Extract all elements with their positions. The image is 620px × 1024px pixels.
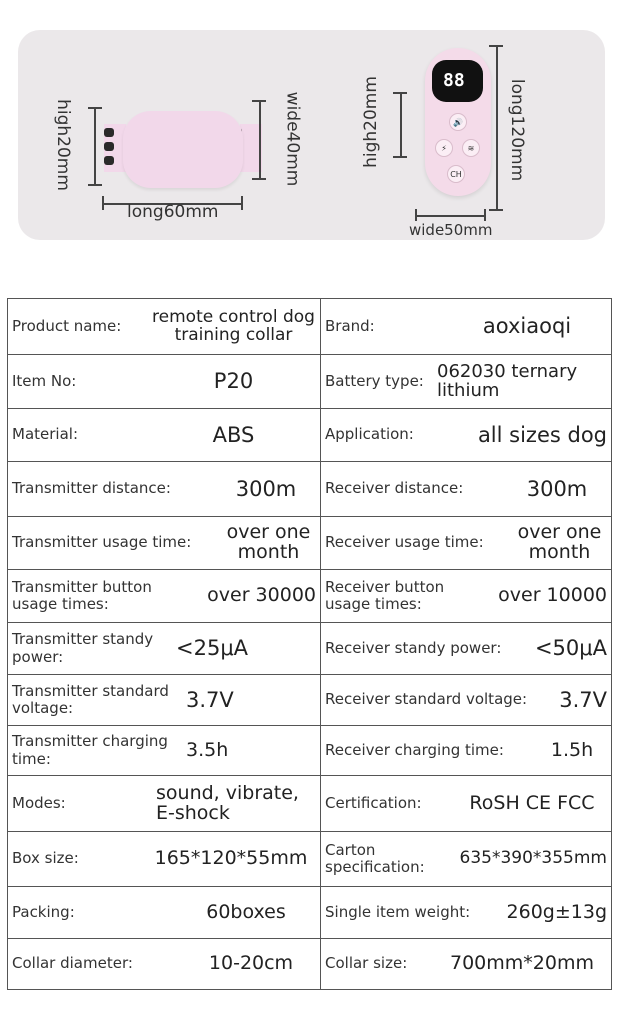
dim-line [94,107,96,185]
spec-cell-left [8,355,321,409]
spec-label: Receiver distance: [325,479,464,498]
spec-value: <25μA [176,636,249,661]
spec-value: 300m [235,476,297,501]
table-row [8,726,612,776]
spec-label: Material: [12,425,78,444]
spec-value: ABS [212,422,255,447]
spec-value: 700mm*20mm [450,952,594,975]
spec-cell-right [321,675,612,726]
spec-cell-left [8,887,321,939]
spec-label: Certification: [325,793,422,812]
spec-cell-right [321,623,612,675]
sound-icon: 🔊 [449,113,467,131]
dim-line [415,215,485,217]
collar-long-label: long60mm [127,202,219,222]
spec-cell-left [8,776,321,832]
spec-value: over 10000 [498,584,607,607]
spec-label: Item No: [12,371,77,390]
channel-button-icon: CH [447,165,465,183]
spec-cell-right [321,462,612,517]
collar-wide-label: wide40mm [282,91,303,187]
table-row [8,887,612,939]
remote-wide-label: wide50mm [409,221,493,239]
collar-prong [104,128,114,137]
spec-value: 10-20cm [208,952,294,975]
collar-prong [104,142,114,151]
table-row [8,355,612,409]
table-row [8,939,612,990]
spec-cell-right [321,726,612,776]
spec-label: Transmitter standy power: [12,630,154,666]
spec-cell-left [8,517,321,570]
spec-cell-right [321,517,612,570]
table-row [8,832,612,887]
remote-high-label: high20mm [360,76,381,168]
spec-value: all sizes dog [477,422,607,447]
spec-value: remote control dog training collar [152,306,315,345]
spec-cell-left [8,570,321,623]
shock-icon: ⚡ [435,139,453,157]
spec-cell-right [321,832,612,887]
dim-line [400,92,402,157]
spec-label: Carton specification: [325,840,425,876]
spec-label: Receiver charging time: [325,740,504,759]
spec-cell-right [321,355,612,409]
spec-cell-left [8,726,321,776]
table-row [8,517,612,570]
spec-value: sound, vibrate, E-shock [156,781,299,824]
spec-cell-left [8,409,321,462]
spec-value: 3.5h [186,738,229,761]
spec-cell-right [321,776,612,832]
spec-cell-left [8,939,321,990]
vibrate-icon: ≋ [462,139,480,157]
spec-label: Transmitter charging time: [12,732,168,768]
dim-line [496,45,498,210]
spec-value: aoxiaoqi [482,314,572,339]
spec-cell-right [321,939,612,990]
spec-label: Battery type: [325,371,424,390]
collar-receiver-image [123,111,243,188]
spec-label: Application: [325,425,414,444]
spec-value: 60boxes [206,900,286,923]
spec-value: 165*120*55mm [154,847,308,870]
spec-label: Transmitter distance: [12,479,171,498]
remote-screen-digits: 88 [443,70,465,91]
table-row [8,299,612,355]
spec-value: 260g±13g [506,900,607,923]
spec-label: Collar diameter: [12,954,133,973]
spec-cell-left [8,462,321,517]
spec-cell-left [8,299,321,355]
spec-label: Receiver button usage times: [325,577,445,613]
spec-label: Transmitter standard voltage: [12,681,169,717]
table-row [8,776,612,832]
spec-value: 3.7V [186,687,234,712]
table-row [8,462,612,517]
spec-label: Receiver usage time: [325,533,484,552]
spec-value: 635*390*355mm [459,848,607,869]
spec-cell-left [8,623,321,675]
table-row [8,623,612,675]
spec-value: 1.5h [550,738,594,761]
collar-prong [104,156,114,165]
table-row [8,409,612,462]
spec-value: over 30000 [207,584,316,607]
collar-high-label: high20mm [52,99,73,191]
spec-value: RoSH CE FCC [469,791,595,814]
spec-label: Transmitter button usage times: [12,577,152,613]
spec-value: P20 [213,369,254,394]
spec-cell-right [321,570,612,623]
dim-line [259,100,261,179]
spec-value: 3.7V [559,687,607,712]
spec-value: 062030 ternary lithium [437,360,578,401]
spec-table [7,298,612,990]
spec-label: Packing: [12,902,75,921]
spec-cell-right [321,409,612,462]
remote-long-label: long120mm [507,78,528,182]
spec-cell-right [321,299,612,355]
spec-label: Brand: [325,316,375,335]
spec-value: 300m [526,476,588,501]
spec-cell-left [8,675,321,726]
spec-label: Receiver standard voltage: [325,690,528,709]
spec-label: Collar size: [325,954,408,973]
table-row [8,675,612,726]
spec-cell-right [321,887,612,939]
spec-label: Product name: [12,316,122,335]
table-row [8,570,612,623]
spec-cell-left [8,832,321,887]
spec-label: Receiver standy power: [325,638,502,657]
spec-label: Box size: [12,849,79,868]
spec-value: <50μA [534,636,607,661]
spec-label: Single item weight: [325,902,471,921]
spec-label: Transmitter usage time: [12,533,192,552]
spec-label: Modes: [12,793,66,812]
spec-value: over one month [226,521,311,563]
spec-value: over one month [517,521,602,563]
